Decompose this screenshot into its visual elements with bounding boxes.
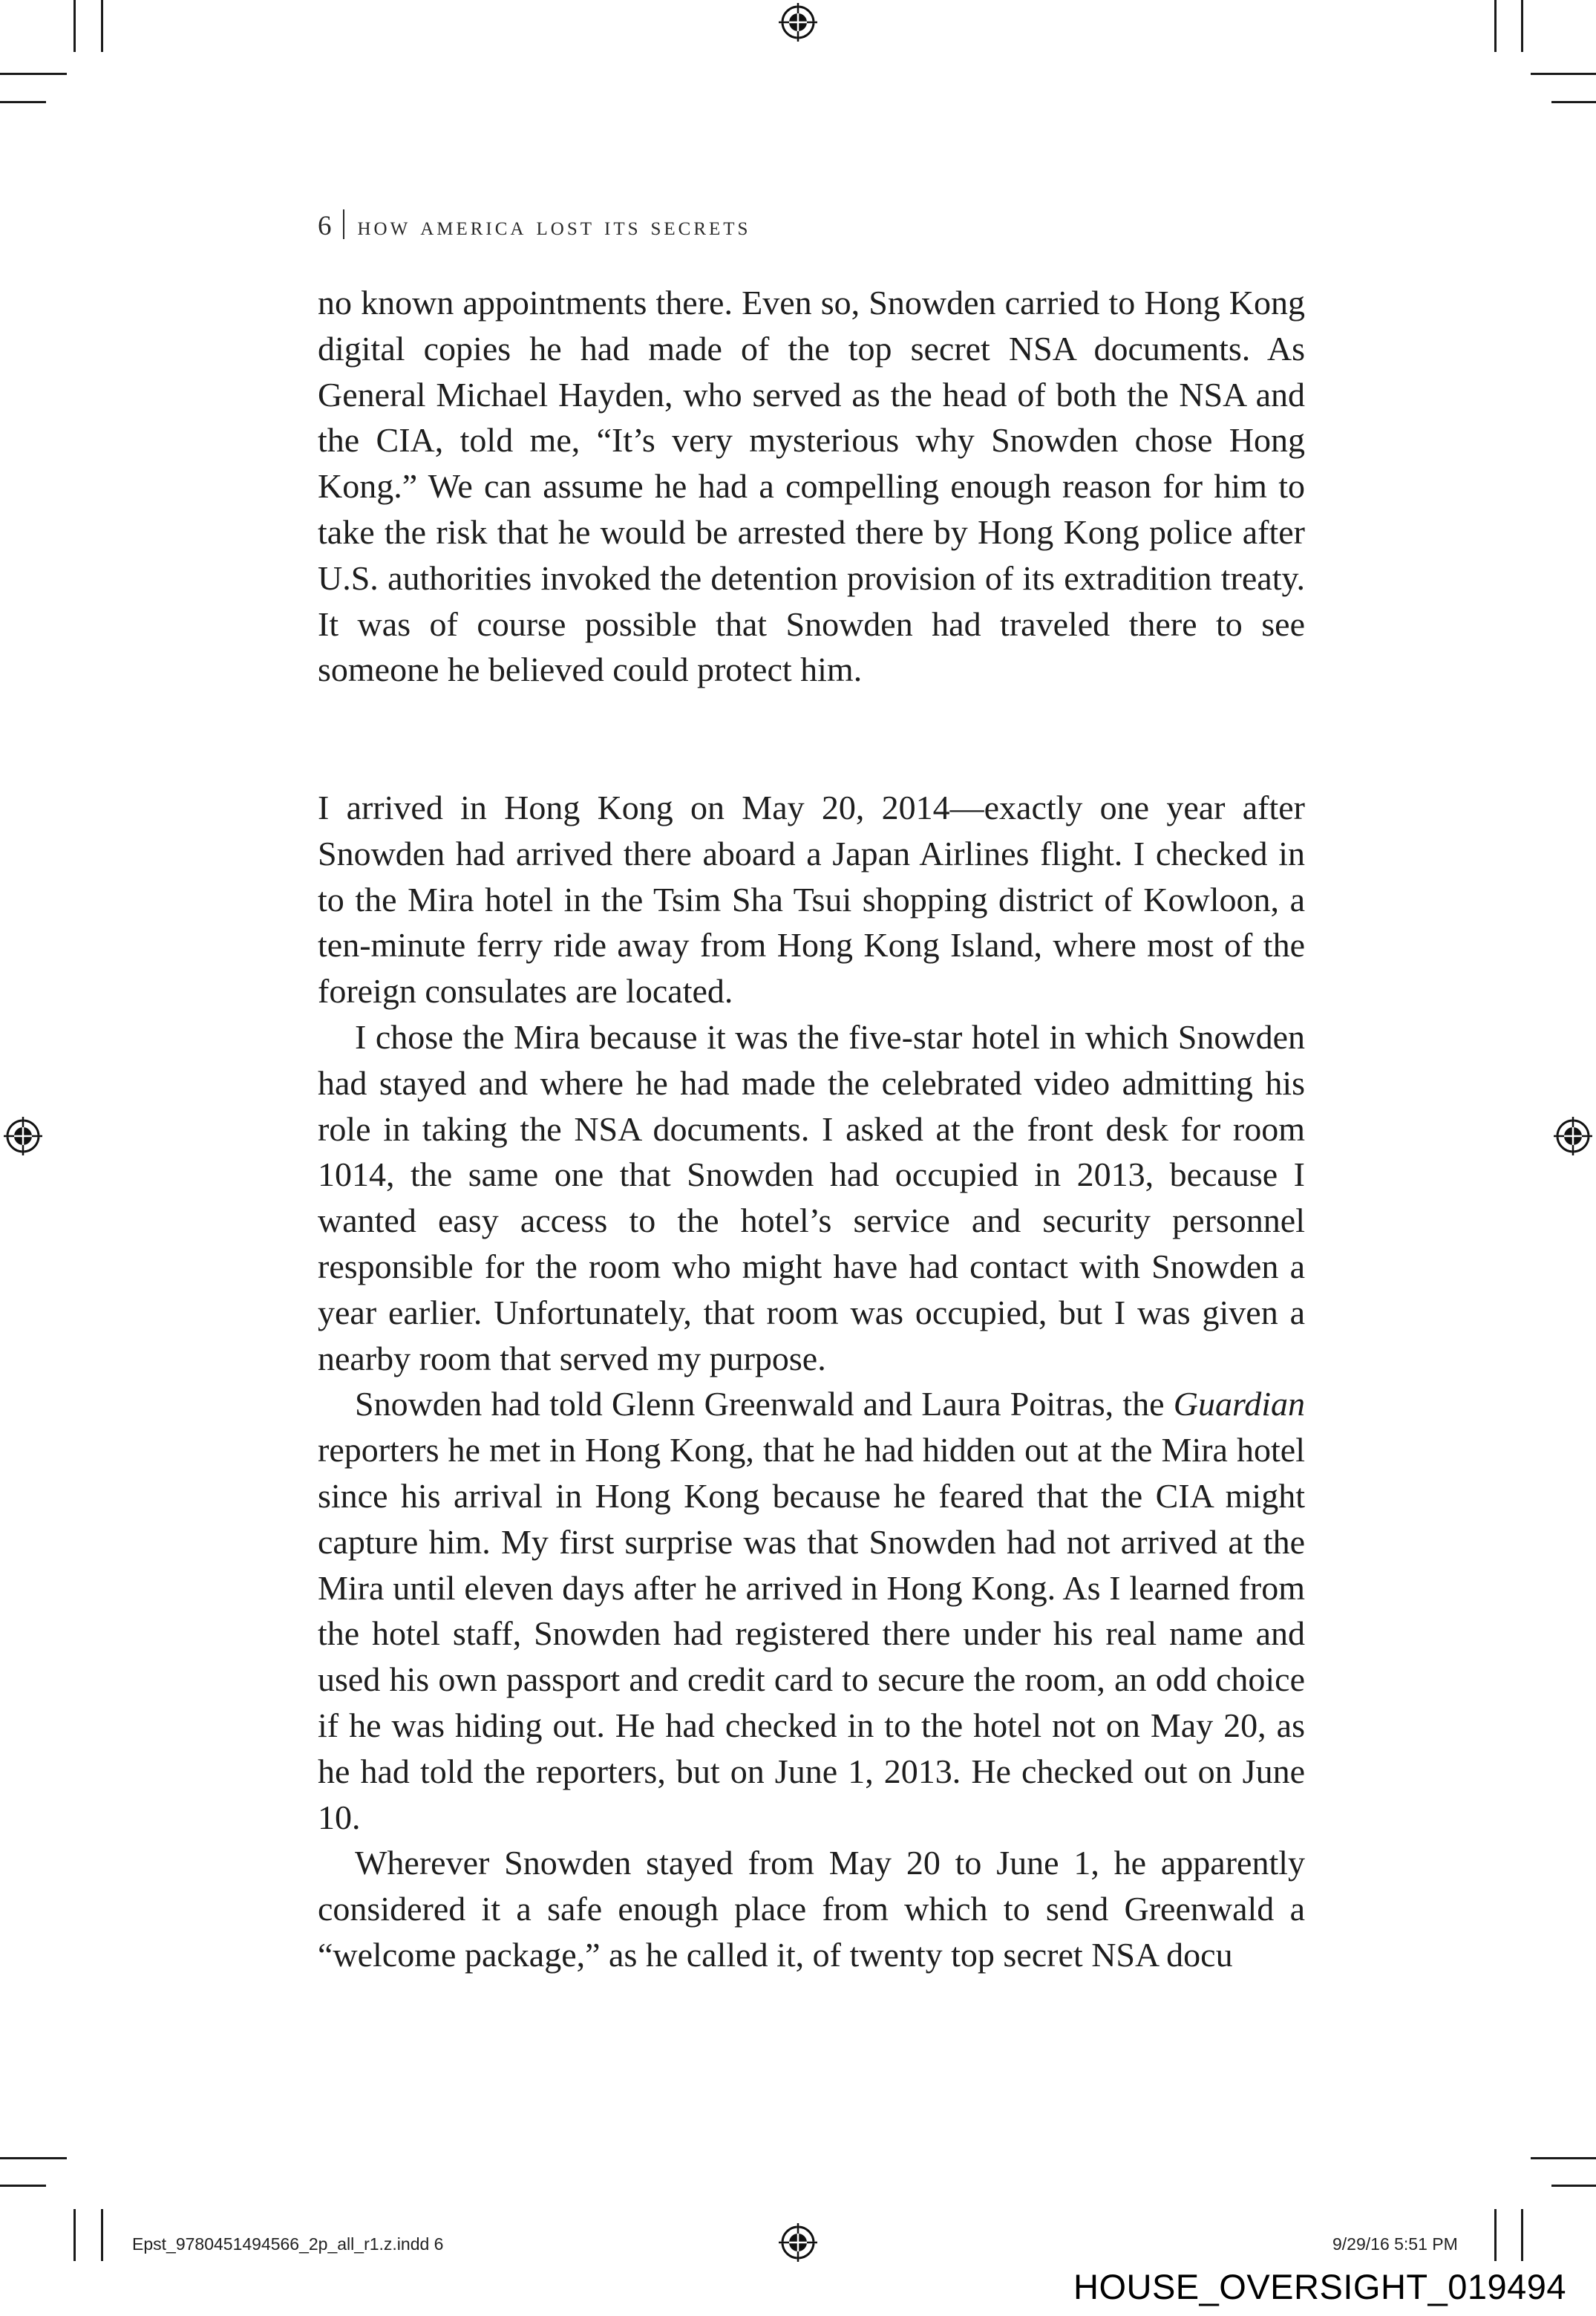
running-head-divider: [343, 209, 344, 239]
publication-name: Guardian: [1173, 1385, 1305, 1423]
crop-mark-top-right-vertical-inner: [1521, 0, 1523, 52]
crop-mark-top-left-horizontal-inner: [0, 101, 46, 103]
crop-mark-top-left-vertical: [73, 0, 76, 52]
body-paragraph: [318, 1381, 1305, 1840]
body-paragraph: Wherever Snowden stayed from May 20 to June 1, he apparently considered it a safe enough place from which to send Greenwald a “welcome package,” as he called it, of twenty top secret NSA docu: [318, 1844, 1305, 1974]
crop-mark-bottom-left-horizontal: [0, 2157, 67, 2159]
crop-mark-top-right-horizontal: [1531, 73, 1596, 75]
crop-mark-bottom-left-vertical: [73, 2209, 76, 2261]
section-continued-text: [318, 280, 1305, 693]
section-new-text: [318, 785, 1305, 1978]
crop-mark-top-right-vertical: [1494, 0, 1497, 52]
slug-timestamp: 9/29/16 5:51 PM: [1332, 2234, 1458, 2254]
crop-mark-top-left-horizontal: [0, 73, 67, 75]
crop-mark-bottom-right-vertical: [1494, 2209, 1497, 2261]
crop-mark-bottom-right-horizontal-inner: [1551, 2185, 1596, 2187]
crop-mark-bottom-right-horizontal: [1531, 2157, 1596, 2159]
slug-filename: Epst_9780451494566_2p_all_r1.z.indd 6: [132, 2234, 444, 2254]
crop-mark-bottom-left-vertical-inner: [101, 2209, 103, 2261]
book-title: how america lost its secrets: [357, 211, 751, 241]
crop-mark-top-right-horizontal-inner: [1551, 101, 1596, 103]
registration-target-icon: [779, 3, 817, 42]
bates-number: HOUSE_OVERSIGHT_019494: [1073, 2267, 1567, 2306]
body-paragraph: no known appointments there. Even so, Snowden carried to Hong Kong digital copies he had made of the top secret NSA documents. As General Michael Hayden, who served as the head of both the NSA and the CIA, told me, “It’s very mysterious why Snowden chose Hong Kong.” We can assume he had a compelling enough reason for him to take the risk that he would be arrested there by Hong Kong police after U.S. authorities invoked the detention provision of its extradition treaty. It was of course possible that Snowden had traveled there to see someone he believed could protect him.: [318, 284, 1305, 689]
crop-mark-bottom-left-horizontal-inner: [0, 2185, 46, 2187]
body-paragraph: I arrived in Hong Kong on May 20, 2014—exactly one year after Snowden had arrived there aboard a Japan Airlines flight. I checked in to the Mira hotel in the Tsim Sha Tsui shopping district of Kowloon, a ten-minute ferry ride away from Hong Kong Island, where most of the foreign consulates are located.: [318, 789, 1305, 1011]
registration-target-icon: [1554, 1117, 1592, 1155]
running-head: [318, 209, 750, 242]
page-number: 6: [318, 211, 333, 241]
crop-mark-top-left-vertical-inner: [101, 0, 103, 52]
crop-mark-bottom-right-vertical-inner: [1521, 2209, 1523, 2261]
paragraph-text: Snowden had told Glenn Greenwald and Laura Poitras, the: [355, 1385, 1174, 1423]
body-paragraph: I chose the Mira because it was the five-star hotel in which Snowden had stayed and where he had made the celebrated video admitting his role in taking the NSA documents. I asked at the front desk for room 1014, the same one that Snowden had occupied in 2013, because I wanted easy access to the hotel’s service and security personnel responsible for the room who might have had contact with Snowden a year earlier. Unfortunately, that room was occupied, but I was given a nearby room that served my purpose.: [318, 1017, 1305, 1377]
paragraph-text: reporters he met in Hong Kong, that he had hidden out at the Mira hotel since his arrival in Hong Kong because he feared that the CIA might capture him. My first surprise was that Snowden had not arrived at the Mira until eleven days after he arrived in Hong Kong. As I learned from the hotel staff, Snowden had registered there under his real name and used his own passport and credit card to secure the room, an odd choice if he was hiding out. He had checked in to the hotel not on May 20, as he had told the reporters, but on June 1, 2013. He checked out on June 10.: [318, 1431, 1305, 1836]
registration-target-icon: [779, 2223, 817, 2262]
registration-target-icon: [4, 1117, 42, 1155]
